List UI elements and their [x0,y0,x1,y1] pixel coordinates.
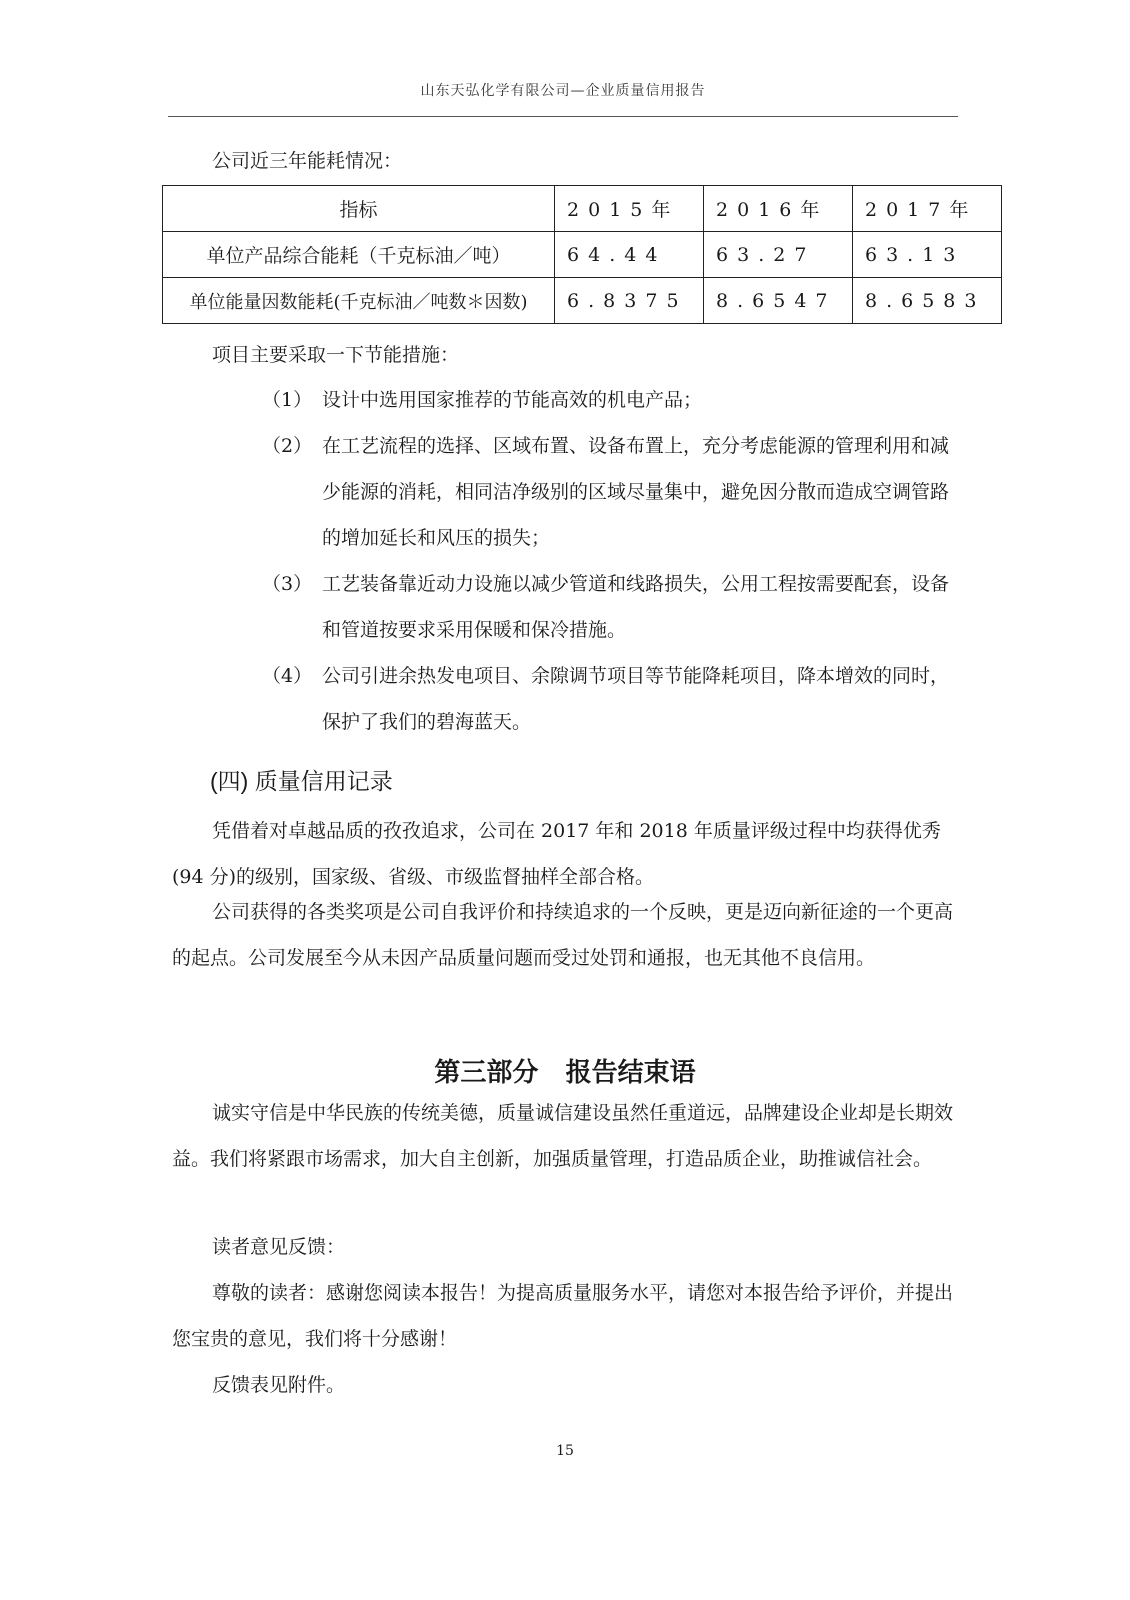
energy-table [162,185,1002,324]
list-item-number: （3） [262,573,313,595]
table-cell-value: 8.6547 [704,278,853,324]
list-item-number: （1） [262,389,313,411]
paragraph: 尊敬的读者：感谢您阅读本报告！为提高质量服务水平，请您对本报告给予评价，并提出您宝贵的意见，我们将十分感谢！ [172,1282,954,1350]
paragraph: 反馈表见附件。 [212,1374,346,1396]
list-item-number: （2） [262,435,313,457]
table-cell-label: 单位能量因数能耗(千克标油／吨数＊因数) [163,278,555,324]
list-item-text: 工艺装备靠近动力设施以减少管道和线路损失，公用工程按需要配套，设备和管道按要求采用保暖和保冷措施。 [322,573,950,641]
paragraph: 凭借着对卓越品质的孜孜追求，公司在 2017 年和 2018 年质量评级过程中均获得优秀(94 分)的级别，国家级、省级、市级监督抽样全部合格。 [172,820,941,888]
energy-intro: 公司近三年能耗情况： [212,150,403,172]
paragraph: 读者意见反馈： [212,1236,346,1258]
page-header: 山东天弘化学有限公司—企业质量信用报告 [420,83,706,99]
table-header-cell: 2017年 [852,186,1001,232]
table-cell-value: 63.27 [704,232,853,278]
table-header-cell: 2015年 [555,186,704,232]
paragraph: 公司获得的各类奖项是公司自我评价和持续追求的一个反映，更是迈向新征途的一个更高的起点。公司发展至今从未因产品质量问题而受过处罚和通报，也无其他不良信用。 [172,901,954,969]
list-item-text: 公司引进余热发电项目、余隙调节项目等节能降耗项目，降本增效的同时，保护了我们的碧海蓝天。 [322,665,950,733]
table-header-cell: 2016年 [704,186,853,232]
list-item-text: 设计中选用国家推荐的节能高效的机电产品； [322,389,703,411]
table-cell-value: 6.8375 [555,278,704,324]
paragraph: 诚实守信是中华民族的传统美德，质量诚信建设虽然任重道远，品牌建设企业却是长期效益。我们将紧跟市场需求，加大自主创新，加强质量管理，打造品质企业，助推诚信社会。 [172,1102,954,1170]
table-row [163,278,1002,324]
list-item-text: 在工艺流程的选择、区域布置、设备布置上，充分考虑能源的管理利用和减少能源的消耗，相同洁净级别的区域尽量集中，避免因分散而造成空调管路的增加延长和风压的损失； [322,435,950,549]
table-cell-value: 63.13 [852,232,1001,278]
part-title: 第三部分 报告结束语 [434,1058,696,1088]
table-header-row [163,186,1002,232]
page-number: 15 [556,1443,574,1459]
header-divider [168,116,958,117]
measures-intro: 项目主要采取一下节能措施： [212,344,460,366]
table-cell-value: 64.44 [555,232,704,278]
list-item-number: （4） [262,665,313,687]
table-cell-value: 8.6583 [852,278,1001,324]
table-header-cell: 指标 [163,186,555,232]
table-row [163,232,1002,278]
table-cell-label: 单位产品综合能耗（千克标油／吨） [163,232,555,278]
section-heading: (四) 质量信用记录 [210,768,393,794]
